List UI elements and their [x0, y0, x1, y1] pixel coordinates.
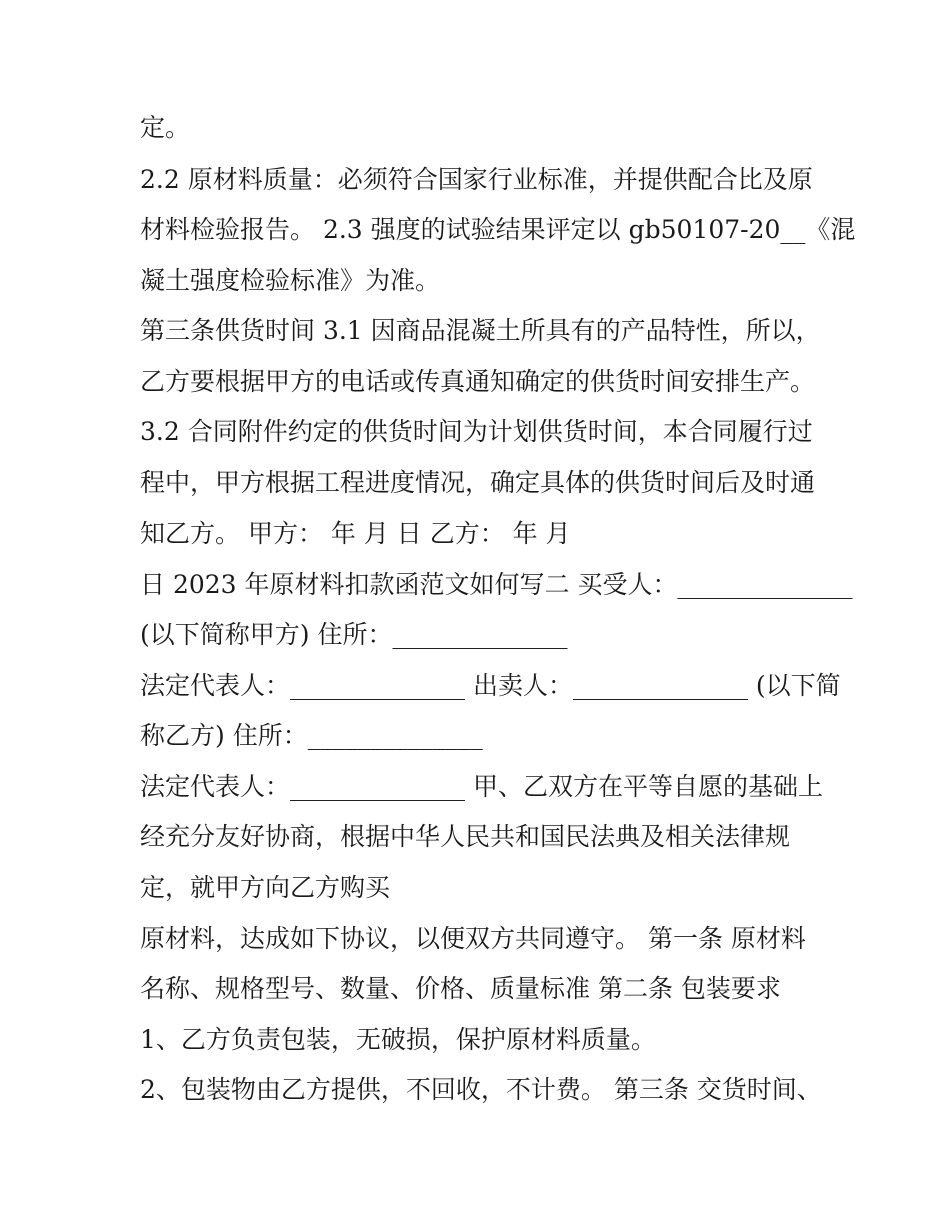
- text-line: 定，就甲方向乙方购买: [140, 873, 391, 902]
- text-line: 1、乙方负责包装，无破损，保护原材料质量。: [140, 1025, 656, 1054]
- text-line: 3.2 合同附件约定的供货时间为计划供货时间，本合同履行过: [140, 417, 813, 446]
- text-line: 材料检验报告。 2.3 强度的试验结果评定以 gb50107-20__《混: [140, 215, 856, 244]
- text-line: 第三条供货时间 3.1 因商品混凝土所具有的产品特性，所以，: [140, 316, 821, 345]
- text-line: 程中，甲方根据工程进度情况，确定具体的供货时间后及时通: [140, 468, 816, 497]
- text-line: (以下简称甲方) 住所：______________: [140, 620, 568, 649]
- text-line: 2.2 原材料质量：必须符合国家行业标准，并提供配合比及原: [140, 165, 813, 194]
- text-line: 2、包装物由乙方提供，不回收，不计费。 第三条 交货时间、: [140, 1075, 822, 1104]
- text-line: 乙方要根据甲方的电话或传真通知确定的供货时间安排生产。: [140, 367, 816, 396]
- text-line: 凝土强度检验标准》为准。: [140, 266, 441, 295]
- text-line: 名称、规格型号、数量、价格、质量标准 第二条 包装要求: [140, 974, 781, 1003]
- text-line: 称乙方) 住所：______________: [140, 721, 483, 750]
- text-line: 日 2023 年原材料扣款函范文如何写二 买受人：______________: [140, 570, 853, 599]
- text-line: 知乙方。 甲方： 年 月 日 乙方： 年 月: [140, 519, 571, 548]
- text-line: 法定代表人：______________ 甲、乙双方在平等自愿的基础上: [140, 772, 823, 801]
- text-line: 定。: [140, 113, 191, 142]
- text-line: 原材料，达成如下协议，以便双方共同遵守。 第一条 原材料: [140, 924, 806, 953]
- text-line: 法定代表人：______________ 出卖人：______________ (以下简: [140, 671, 841, 700]
- text-line: 经充分友好协商，根据中华人民共和国民法典及相关法律规: [140, 822, 791, 851]
